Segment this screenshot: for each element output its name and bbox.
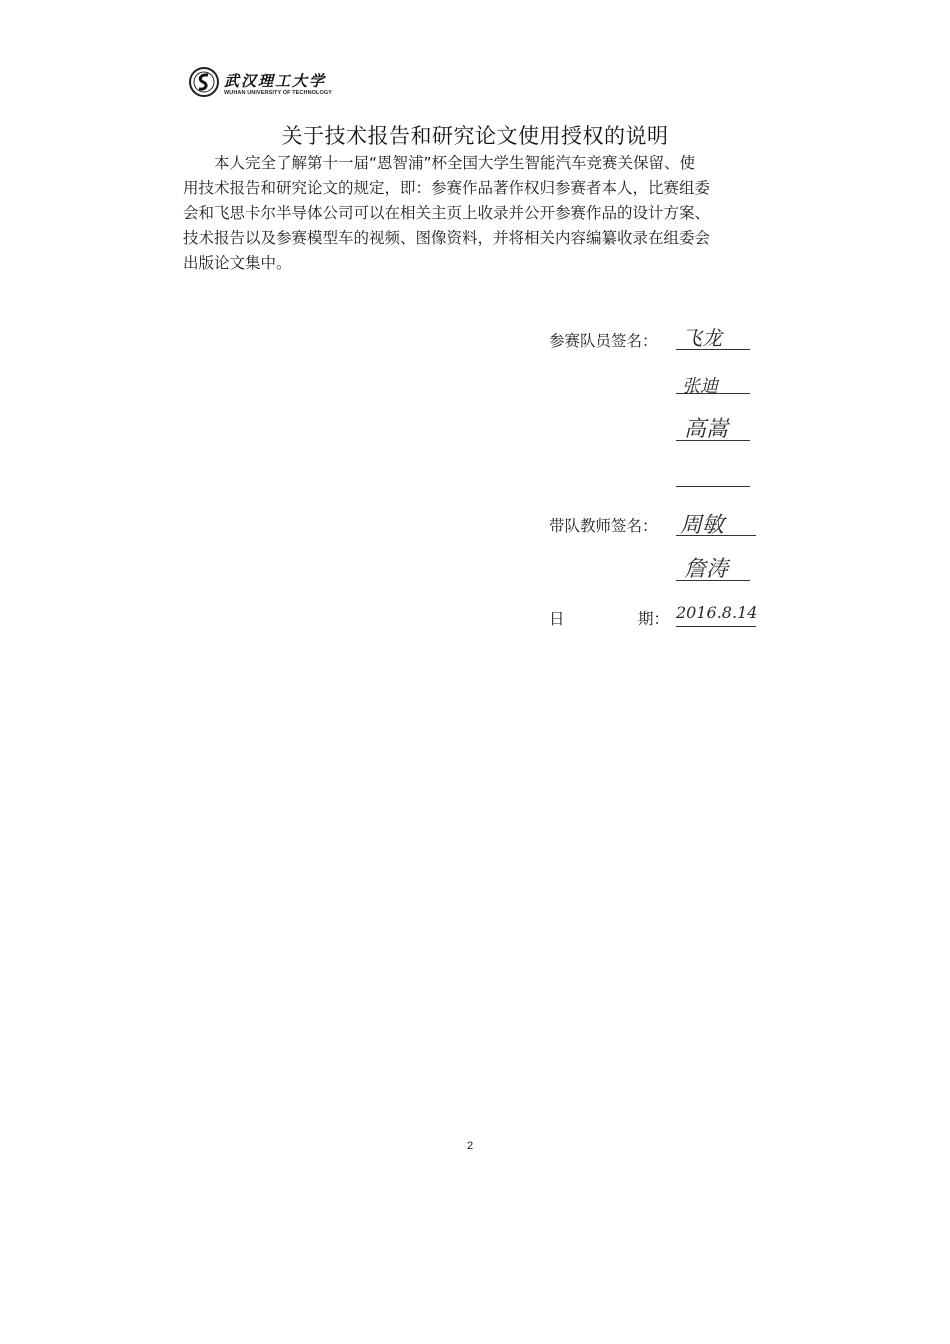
member-signature: 飞龙	[682, 326, 722, 350]
logo-chinese-name: 武汉理工大学	[224, 72, 327, 90]
teacher-signature-label: 带队教师签名：	[549, 517, 658, 535]
university-emblem-icon	[188, 66, 220, 98]
authorization-statement	[183, 151, 763, 276]
page-title: 关于技术报告和研究论文使用授权的说明	[281, 124, 669, 148]
date-value: 2016.8.14	[676, 603, 758, 622]
signature-line	[676, 580, 750, 581]
signature-line	[676, 440, 750, 441]
team-member-signature-label: 参赛队员签名：	[549, 332, 658, 350]
signature-line	[676, 486, 750, 487]
date-line	[676, 626, 756, 627]
statement-line: 出版论文集中。	[183, 254, 292, 272]
page-number: 2	[466, 1140, 474, 1152]
signature-line	[676, 393, 750, 394]
date-label-day: 日	[549, 610, 565, 628]
signature-line	[676, 535, 756, 536]
member-signature: 高嵩	[684, 417, 729, 442]
logo-english-name: WUHAN UNIVERSITY OF TECHNOLOGY	[224, 90, 333, 96]
date-label-period: 期：	[638, 610, 670, 628]
statement-line: 技术报告以及参赛模型车的视频、图像资料，并将相关内容编纂收录在组委会	[183, 229, 711, 247]
teacher-signature: 周敏	[680, 513, 725, 538]
statement-line: 会和飞思卡尔半导体公司可以在相关主页上收录并公开参赛作品的设计方案、	[183, 204, 711, 222]
statement-line: 本人完全了解第十一届“恩智浦”杯全国大学生智能汽车竞赛关保留、使	[183, 154, 696, 172]
teacher-signature: 詹涛	[684, 557, 729, 582]
signature-line	[676, 349, 750, 350]
statement-line: 用技术报告和研究论文的规定，即：参赛作品著作权归参赛者本人，比赛组委	[183, 179, 711, 197]
member-signature: 张迪	[682, 376, 718, 397]
university-logo	[188, 66, 348, 102]
